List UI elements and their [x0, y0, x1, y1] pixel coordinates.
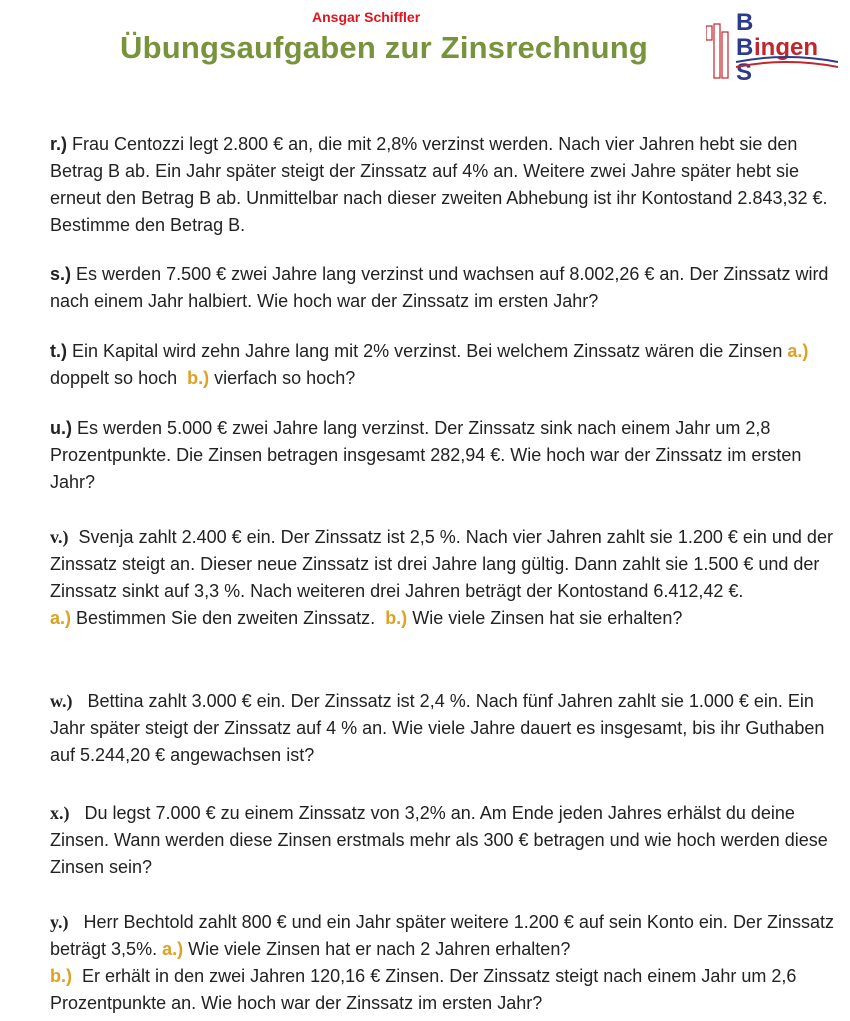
subtask-a-label: a.): [787, 341, 809, 361]
task-v: [50, 524, 845, 632]
task-label: t.): [50, 341, 67, 361]
subtask-b-label: b.): [50, 966, 72, 986]
subtask-a-label: a.): [162, 939, 184, 959]
subtask-b-label: b.): [385, 608, 408, 628]
task-text: Du legst 7.000 € zu einem Zinssatz von 3,2% an. Am Ende jeden Jahres erhälst du deine Zinsen. Wann werden diese Zinsen erstmals mehr als 300 € betragen und wie hoch werden diese Zinsen sein?: [50, 803, 828, 877]
subtask-b-text: Er erhält in den zwei Jahren 120,16 € Zinsen. Der Zinssatz steigt nach einem Jahr um 2,6 Prozentpunkte an. Wie hoch war der Zinssatz im ersten Jahr?: [50, 966, 797, 1013]
subtask-a-text: Wie viele Zinsen hat er nach 2 Jahren erhalten?: [188, 939, 571, 959]
task-u: [50, 415, 845, 496]
task-text: Frau Centozzi legt 2.800 € an, die mit 2,8% verzinst werden. Nach vier Jahren hebt sie den Betrag B ab. Ein Jahr später steigt der Zinssatz auf 4% an. Weitere zwei Jahre später hebt sie erneut den Betrag B ab. Unmittelbar nach dieser zweiten Abhebung ist ihr Kontostand 2.843,32 €. Bestimme den Betrag B.: [50, 134, 828, 235]
task-t: [50, 338, 845, 392]
page-title: Übungsaufgaben zur Zinsrechnung: [120, 30, 649, 65]
task-label: s.): [50, 264, 72, 284]
task-label: u.): [50, 418, 72, 438]
bbs-bingen-logo: [706, 10, 838, 82]
svg-text:B: B: [736, 34, 754, 61]
task-text: Ein Kapital wird zehn Jahre lang mit 2% verzinst. Bei welchem Zinssatz wären die Zinsen: [72, 341, 783, 361]
subtask-b-text: vierfach so hoch?: [214, 368, 356, 388]
svg-text:B: B: [736, 10, 754, 36]
task-x: [50, 800, 845, 881]
task-s: [50, 261, 845, 315]
task-label: x.): [50, 803, 70, 823]
task-label: w.): [50, 691, 73, 711]
task-label: v.): [50, 527, 69, 547]
task-label: y.): [50, 912, 69, 932]
task-text: Bettina zahlt 3.000 € ein. Der Zinssatz ist 2,4 %. Nach fünf Jahren zahlt sie 1.000 € ein. Ein Jahr später steigt der Zinssatz auf 4 % an. Wie viele Jahre dauert es insgesamt, bis ihr Guthaben auf 5.244,20 € angewachsen ist?: [50, 691, 825, 765]
task-y: [50, 909, 845, 1017]
task-text: Svenja zahlt 2.400 € ein. Der Zinssatz ist 2,5 %. Nach vier Jahren zahlt sie 1.200 € ein und der Zinssatz steigt an. Dieser neue Zinssatz ist drei Jahre lang gültig. Dann zahlt sie 1.500 € und der Zinssatz sinkt auf 3,3 %. Nach weiteren drei Jahren beträgt der Kontostand 6.412,42 €.: [50, 527, 833, 601]
author-name: Ansgar Schiffler: [312, 9, 421, 25]
subtask-b-text: Wie viele Zinsen hat sie erhalten?: [412, 608, 683, 628]
task-text: Es werden 7.500 € zwei Jahre lang verzinst und wachsen auf 8.002,26 € an. Der Zinssatz wird nach einem Jahr halbiert. Wie hoch war der Zinssatz im ersten Jahr?: [50, 264, 829, 311]
subtask-a-text: doppelt so hoch: [50, 368, 178, 388]
subtask-a-label: a.): [50, 608, 72, 628]
task-text: Es werden 5.000 € zwei Jahre lang verzinst. Der Zinssatz sink nach einem Jahr um 2,8 Prozentpunkte. Die Zinsen betragen insgesamt 282,94 €. Wie hoch war der Zinssatz im ersten Jahr?: [50, 418, 802, 492]
task-text: Herr Bechtold zahlt 800 € und ein Jahr später weitere 1.200 € auf sein Konto ein. Der Zinssatz beträgt 3,5%.: [50, 912, 834, 959]
subtask-a-text: Bestimmen Sie den zweiten Zinssatz.: [76, 608, 376, 628]
subtask-b-label: b.): [187, 368, 210, 388]
svg-text:S: S: [736, 59, 753, 82]
task-r: [50, 131, 845, 239]
task-w: [50, 688, 845, 769]
task-label: r.): [50, 134, 68, 154]
svg-text:ingen: ingen: [754, 34, 818, 61]
